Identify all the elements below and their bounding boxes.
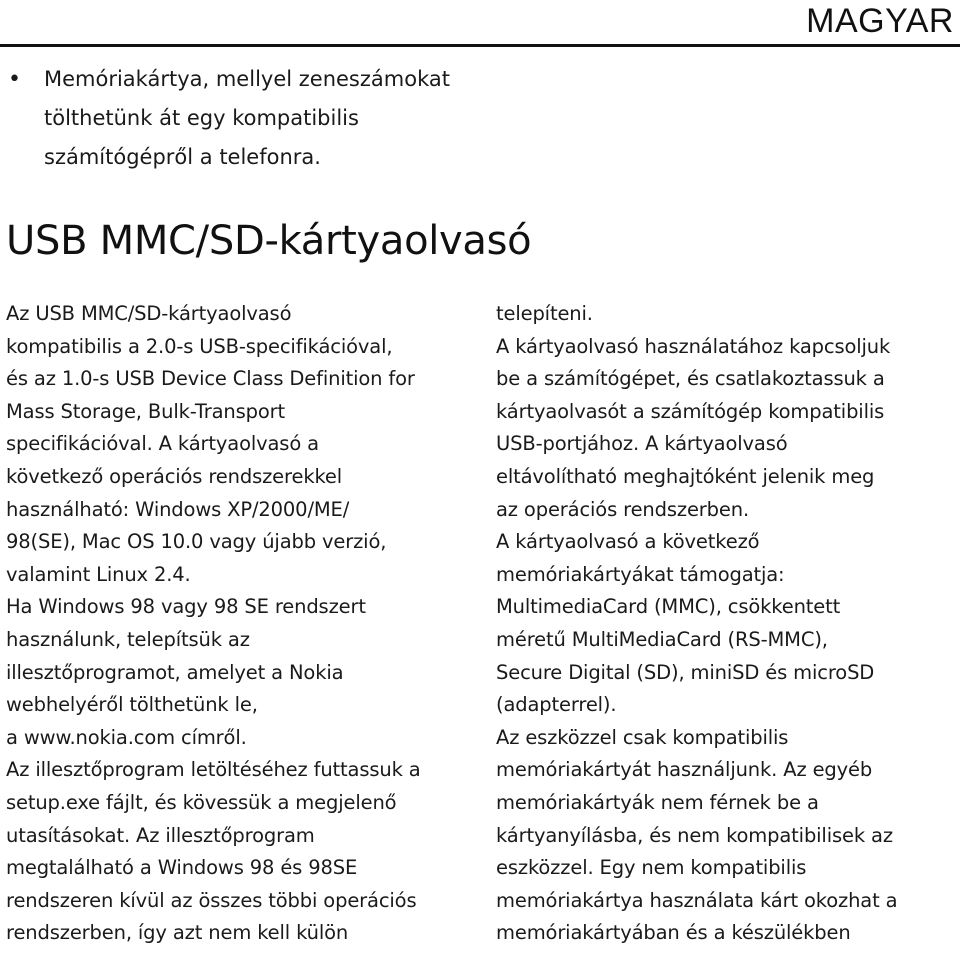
left-column (6, 298, 476, 950)
bullet-icon: • (8, 67, 21, 92)
text-line: kompatibilis a 2.0-s USB-specifikációval, (6, 334, 393, 358)
language-label: MAGYAR (806, 2, 954, 40)
text-line: (adapterrel). (496, 693, 617, 717)
intro-bullet-list (8, 60, 528, 177)
text-line: telepíteni. (496, 302, 593, 325)
right-column (496, 298, 956, 950)
paragraph (6, 754, 476, 950)
paragraph (496, 526, 956, 722)
paragraph (6, 298, 476, 591)
text-line: használható: Windows XP/2000/ME/ (6, 497, 350, 521)
paragraph (6, 591, 476, 754)
text-line: rendszerben, így azt nem kell külön (6, 921, 349, 945)
text-line: MultimediaCard (MMC), csökkentett (496, 595, 841, 619)
text-line: webhelyéről tölthetünk le, (6, 693, 258, 717)
bullet-line: Memóriakártya, mellyel zeneszámokat (44, 67, 450, 91)
text-line: memóriakártyát használjunk. Az egyéb (496, 758, 873, 782)
text-line: specifikációval. A kártyaolvasó a (6, 432, 319, 456)
text-line: Az illesztőprogram letöltéséhez futtassuk a (6, 758, 421, 782)
text-line: kártyanyílásba, és nem kompatibilisek az (496, 823, 893, 847)
text-line: setup.exe fájlt, és kövessük a megjelenő (6, 790, 397, 814)
text-line: Ha Windows 98 vagy 98 SE rendszert (6, 595, 366, 619)
bullet-line: számítógépről a telefonra. (44, 145, 321, 169)
bullet-line: tölthetünk át egy kompatibilis (44, 106, 359, 130)
text-line: eszközzel. Egy nem kompatibilis (496, 856, 807, 880)
text-line: memóriakártya használata kárt okozhat a (496, 888, 898, 912)
text-line: A kártyaolvasó a következő (496, 530, 760, 554)
text-line: Az eszközzel csak kompatibilis (496, 725, 789, 749)
section-title: USB MMC/SD-kártyaolvasó (6, 218, 532, 264)
text-line: az operációs rendszerben. (496, 497, 749, 521)
text-line: és az 1.0-s USB Device Class Definition for (6, 367, 415, 391)
text-line: 98(SE), Mac OS 10.0 vagy újabb verzió, (6, 530, 387, 554)
paragraph (496, 298, 956, 331)
text-line: Secure Digital (SD), miniSD és microSD (496, 660, 875, 684)
text-line: utasításokat. Az illesztőprogram (6, 823, 315, 847)
paragraph (496, 331, 956, 527)
text-line: megtalálható a Windows 98 és 98SE (6, 856, 358, 880)
text-line: memóriakártyák nem férnek be a (496, 790, 819, 814)
text-line: Az USB MMC/SD-kártyaolvasó (6, 302, 292, 325)
text-line: méretű MultiMediaCard (RS-MMC), (496, 627, 828, 651)
text-line: memóriakártyákat támogatja: (496, 562, 785, 586)
text-line: valamint Linux 2.4. (6, 562, 191, 586)
text-line: használunk, telepítsük az (6, 627, 250, 651)
text-line: a www.nokia.com címről. (6, 725, 247, 749)
text-line: kártyaolvasót a számítógép kompatibilis (496, 399, 885, 423)
text-line: következő operációs rendszerekkel (6, 464, 343, 488)
text-line: Mass Storage, Bulk-Transport (6, 399, 285, 423)
text-line: illesztőprogramot, amelyet a Nokia (6, 660, 344, 684)
text-line: be a számítógépet, és csatlakoztassuk a (496, 367, 885, 391)
header-divider (0, 44, 960, 47)
text-line: rendszeren kívül az összes többi operációs (6, 888, 417, 912)
text-line: eltávolítható meghajtóként jelenik meg (496, 464, 875, 488)
text-line: USB-portjához. A kártyaolvasó (496, 432, 788, 456)
text-line: A kártyaolvasó használatához kapcsoljuk (496, 334, 891, 358)
list-item (8, 60, 528, 177)
text-line: memóriakártyában és a készülékben (496, 921, 851, 945)
paragraph (496, 722, 956, 950)
